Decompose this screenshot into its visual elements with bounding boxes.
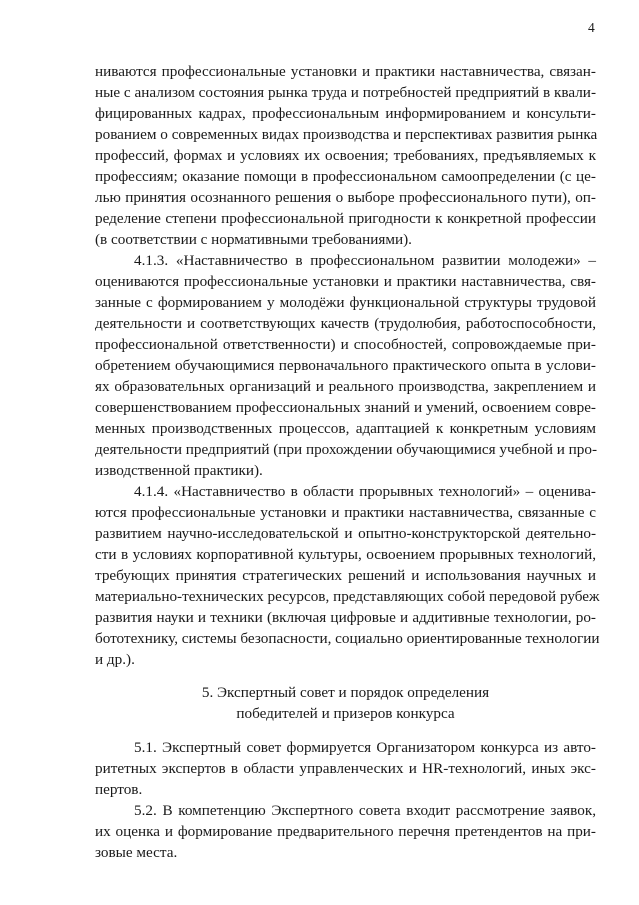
text-line: ниваются профессиональные установки и практики наставничества, связан- — [95, 63, 596, 80]
text-line: рованием о современных видах производства и перспективах развития рынка — [95, 126, 598, 143]
text-line: развития науки и техники (включая цифровые и аддитивные технологии, ро- — [95, 609, 596, 626]
text-line: пертов. — [95, 781, 143, 798]
text-line: оцениваются профессиональные установки и практики наставничества, свя- — [95, 273, 596, 290]
text-line: бототехнику, системы безопасности, социально ориентированные технологии — [95, 630, 600, 647]
text-line: деятельности и соответствующих качеств (трудолюбия, работоспособности, — [95, 315, 596, 332]
text-line: обретением обучающимися первоначального практического опыта в услови- — [95, 357, 596, 374]
section-heading: победителей и призеров конкурса — [236, 705, 455, 722]
text-line: (в соответствии с нормативными требованиями). — [95, 231, 412, 248]
text-line: менных производственных процессов, адаптацией к конкретным условиям — [95, 420, 596, 437]
text-line: ются профессиональные установки и практики наставничества, связанные с — [95, 504, 596, 521]
text-line: профессиональной ответственности) и способностей, сопровождаемые при- — [95, 336, 596, 353]
text-line: совершенствованием профессиональных знаний и умений, освоением совре- — [95, 399, 596, 416]
text-line: ределение степени профессиональной пригодности к конкретной профессии — [95, 210, 596, 227]
text-line: лью принятия осознанного решения о выборе профессионального пути), оп- — [95, 189, 596, 206]
text-line: 5.2. В компетенцию Экспертного совета входит рассмотрение заявок, — [134, 802, 596, 819]
text-line: 5.1. Экспертный совет формируется Организатором конкурса из авто- — [134, 739, 596, 756]
section-heading: 5. Экспертный совет и порядок определения — [201, 684, 490, 701]
text-line: профессий, формах и условиях их освоения; требованиях, предъявляемых к — [95, 147, 596, 164]
text-line: ритетных экспертов в области управленческих и HR-технологий, иных экс- — [95, 760, 596, 777]
text-line: сти в условиях корпоративной культуры, освоением прорывных технологий, — [95, 546, 596, 563]
text-line: фицированных кадрах, профессиональным информированием и консульти- — [95, 105, 596, 122]
page-number: 4 — [588, 20, 595, 35]
text-line: занные с формированием у молодёжи функциональной структуры трудовой — [95, 294, 596, 311]
text-line: 4.1.4. «Наставничество в области прорывных технологий» – оценива- — [134, 483, 596, 500]
text-line: ные с анализом состояния рынка труда и потребностей предприятий в квали- — [95, 84, 596, 101]
text-line: изводственной практики). — [95, 462, 263, 479]
text-line: требующих принятия стратегических решений и использования научных и — [95, 567, 596, 584]
text-line: зовые места. — [95, 844, 178, 861]
text-line: 4.1.3. «Наставничество в профессиональном развитии молодежи» – — [134, 252, 596, 269]
text-line: деятельности предприятий (при прохождении обучающимися учебной и про- — [95, 441, 598, 458]
text-line: материально-технических ресурсов, представляющих собой передовой рубеж — [95, 588, 600, 605]
text-line: профессиям; оказание помощи в профессиональном самоопределении (с це- — [95, 168, 596, 185]
text-line: ях образовательных организаций и реального производства, закреплением и — [95, 378, 596, 395]
text-line: их оценка и формирование предварительного перечня претендентов на при- — [95, 823, 596, 840]
text-line: и др.). — [95, 651, 135, 668]
text-line: развитием научно-исследовательской и опытно-конструкторской деятельно- — [95, 525, 596, 542]
